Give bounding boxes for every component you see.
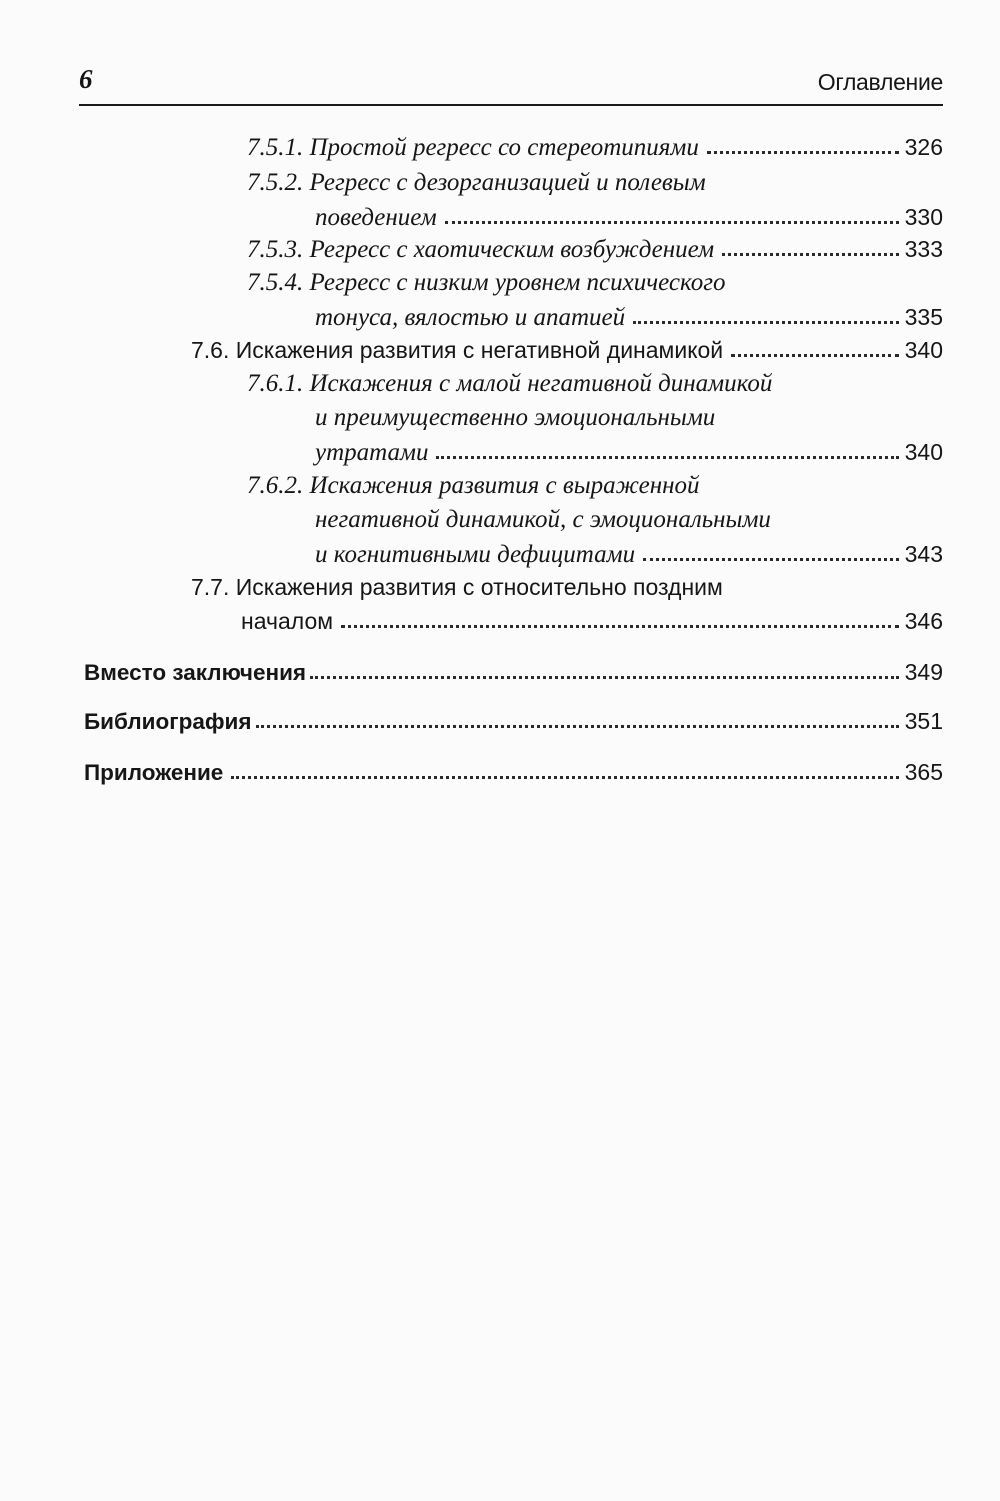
toc-entry-title: Искажения с малой негативной динамикой [309,370,773,397]
toc-leader-dots [633,321,898,324]
toc-entry-appendix [84,755,943,789]
toc-page-number: 346 [904,608,943,634]
toc-page-number: 349 [904,659,943,685]
toc-entry-7-6 [191,333,943,367]
toc-page-number: 343 [904,541,943,567]
toc-entry-number: 7.7. [191,574,230,600]
running-header-title: Оглавление [817,69,943,95]
toc-entry-title-continued: началом [241,608,334,634]
toc-entry-title-continued: негативной динамикой, с эмоциональными [315,506,771,533]
toc-entry-number: 7.5.2. [247,169,304,196]
toc-entry-title: Регресс с дезорганизацией и полевым [309,169,706,196]
toc-entry-title: Искажения развития с выраженной [309,472,700,499]
toc-entry-7-6-2 [247,469,943,571]
toc-entry-title: Простой регресс со стереотипиями [309,134,699,161]
toc-leader-dots [341,625,899,628]
toc-leader-dots [436,456,898,459]
toc-leader-dots [445,221,899,224]
toc-entry-title: Искажения развития с относительно поздним [235,574,723,600]
toc-entry-7-5-1 [247,130,943,164]
header-rule [79,104,943,106]
toc-entry-conclusion [84,655,943,689]
toc-entry-number: 7.5.4. [247,269,304,296]
toc-entry-title-continued: и когнитивными дефицитами [315,541,636,568]
toc-page-number: 365 [904,759,943,785]
toc-entry-title: Регресс с низким уровнем психического [309,269,726,296]
toc-entry-number: 7.5.3. [247,236,304,263]
toc-entry-title-continued: поведением [315,204,437,231]
toc-entry-number: 7.6.1. [247,370,304,397]
toc-entry-title: Регресс с хаотическим возбуждением [309,236,715,263]
toc-page-number: 326 [904,134,943,160]
toc-page-number: 335 [904,304,943,330]
toc-leader-dots [231,776,898,779]
toc-leader-dots [256,725,899,728]
toc-entry-bibliography [84,704,943,738]
toc-entry-number: 7.5.1. [247,134,304,161]
toc-entry-title: Библиография [84,709,252,734]
toc-entry-title-continued: и преимущественно эмоциональными [315,404,716,431]
toc-leader-dots [643,558,899,561]
toc-entry-title: Вместо заключения [84,660,307,685]
toc-entry-title: Приложение [84,760,224,785]
toc-entry-7-5-3 [247,232,943,266]
page-number: 6 [79,64,93,94]
toc-entry-title-continued: тонуса, вялостью и апатией [315,304,626,331]
toc-leader-dots [707,151,899,154]
toc-entry-7-6-1 [247,367,943,469]
toc-page-number: 333 [904,236,943,262]
toc-leader-dots [722,253,899,256]
toc-entry-number: 7.6.2. [247,472,304,499]
toc-entry-7-7 [191,570,943,638]
toc-entry-title: Искажения развития с негативной динамикой [235,337,724,363]
toc-entry-7-5-2 [247,166,943,234]
toc-entry-title-continued: утратами [315,439,429,466]
toc-entry-7-5-4 [247,266,943,334]
toc-leader-dots [731,354,898,357]
toc-page-number: 340 [904,439,943,465]
toc-page-number: 351 [904,708,943,734]
toc-leader-dots [310,676,899,679]
toc-page-number: 340 [904,337,943,363]
toc-entry-number: 7.6. [191,337,230,363]
toc-page-number: 330 [904,204,943,230]
